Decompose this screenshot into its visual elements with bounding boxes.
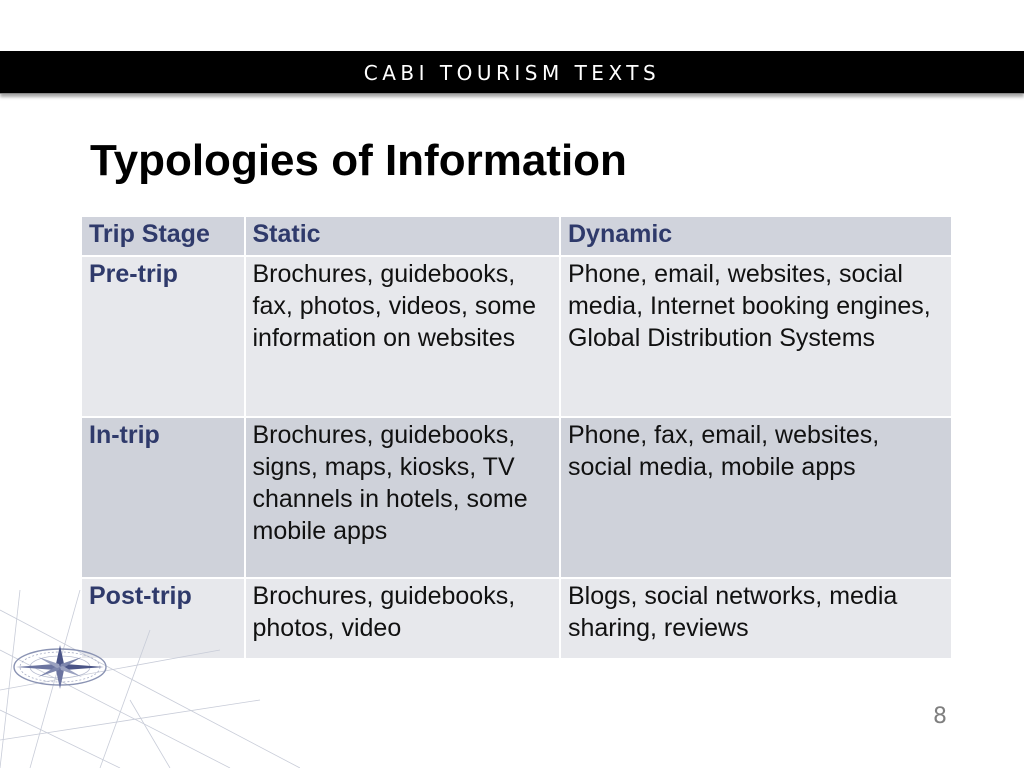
static-cell: Brochures, guidebooks, fax, photos, videos, some information on websites	[245, 256, 560, 417]
stage-cell: In-trip	[81, 417, 245, 578]
stage-cell: Pre-trip	[81, 256, 245, 417]
banner-title: CABI TOURISM TEXTS	[363, 61, 661, 85]
header-static: Static	[245, 216, 560, 256]
compass-rose-icon	[0, 590, 300, 768]
dynamic-cell: Phone, email, websites, social media, Internet booking engines, Global Distribution Systems	[560, 256, 952, 417]
table-header-row	[81, 216, 952, 256]
header-banner	[0, 51, 1024, 94]
header-trip-stage: Trip Stage	[81, 216, 245, 256]
table-row	[81, 417, 952, 578]
header-dynamic: Dynamic	[560, 216, 952, 256]
slide-title: Typologies of Information	[90, 136, 627, 185]
static-cell: Brochures, guidebooks, signs, maps, kiosks, TV channels in hotels, some mobile apps	[245, 417, 560, 578]
table-row	[81, 256, 952, 417]
dynamic-cell: Blogs, social networks, media sharing, reviews	[560, 578, 952, 659]
static-cell: Brochures, guidebooks, photos, video	[245, 578, 560, 659]
page-number: 8	[933, 704, 947, 729]
stage-cell: Post-trip	[81, 578, 245, 659]
dynamic-cell: Phone, fax, email, websites, social media, mobile apps	[560, 417, 952, 578]
